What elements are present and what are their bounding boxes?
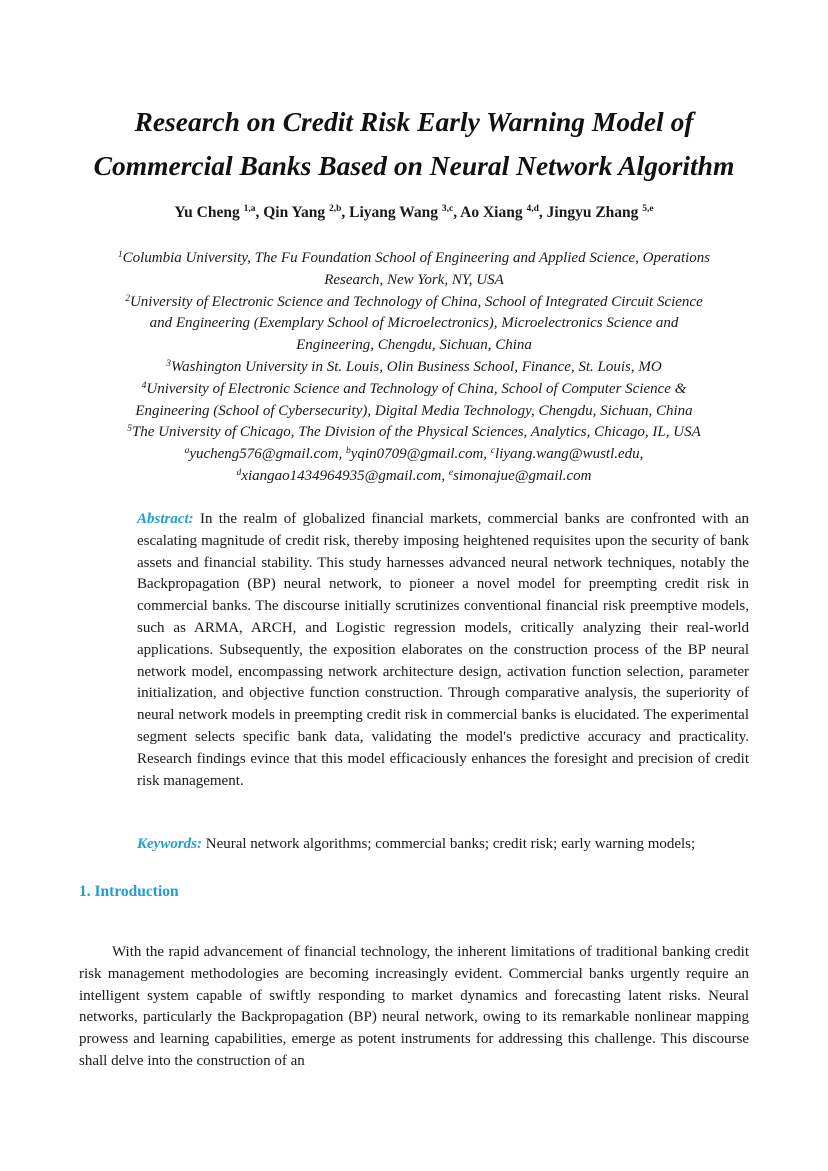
affiliation-5	[60, 422, 768, 444]
author-separator: ,	[453, 204, 461, 221]
affiliation-text: Columbia University, The Fu Foundation School of Engineering and Applied Science, Operations	[122, 250, 711, 266]
affiliation-text: Research, New York, NY, USA	[324, 271, 504, 288]
abstract-label: Abstract:	[137, 511, 194, 527]
author-list	[20, 204, 808, 222]
affiliation-text: Washington University in St. Louis, Olin Business School, Finance, St. Louis, MO	[171, 358, 662, 375]
affiliation-mark: 2	[125, 293, 130, 304]
author-name: Qin Yang	[263, 204, 326, 221]
affiliation-mark: 4	[141, 380, 147, 391]
affiliation-mark: 1	[117, 250, 123, 260]
affiliation-2	[60, 292, 768, 314]
section-heading: 1. Introduction	[79, 883, 179, 900]
affiliation-text: Engineering (School of Cybersecurity), Digital Media Technology, Chengdu, Sichuan, China	[135, 402, 693, 419]
email-address: simonajue@gmail.com	[453, 467, 592, 484]
author-name: Jingyu Zhang	[546, 204, 639, 221]
body-paragraph: With the rapid advancement of financial technology, the inherent limitations of traditional banking credit risk management methodologies are becoming increasingly evident. Commercial banks urgently require an intelligent system capable of swiftly responding to market dynamics and forecasting latent risks. Neural networks, particularly the Backpropagation (BP) neural network, owing to its remarkable nonlinear mapping prowess and learning capabilities, emerge as potent instruments for addressing this challenge. This discourse shall delve into the construction of an	[79, 944, 749, 1069]
author-affiliation-mark: 1,a	[243, 204, 256, 214]
title-line: Commercial Banks Based on Neural Network Algorithm	[93, 150, 735, 181]
author-separator: ,	[538, 204, 547, 221]
email-address: yucheng576@gmail.com,	[189, 446, 347, 463]
keywords-text: Neural network algorithms; commercial banks; credit risk; early warning models;	[205, 836, 696, 852]
author-separator: ,	[341, 204, 350, 221]
author-name: Ao Xiang	[460, 204, 523, 221]
email-line-2	[60, 466, 768, 488]
email-mark: e	[448, 467, 454, 478]
author-name: Yu Cheng	[174, 204, 240, 221]
email-mark: a	[184, 446, 190, 457]
affiliation-mark: 3	[166, 358, 172, 369]
section-body	[79, 942, 749, 1073]
keywords	[137, 834, 777, 856]
email-mark: d	[236, 467, 242, 478]
affiliation-text: University of Electronic Science and Technology of China, School of Computer Science &	[146, 380, 687, 397]
title-line: Research on Credit Risk Early Warning Model of	[134, 106, 694, 137]
affiliation-4	[60, 379, 768, 401]
author-affiliation-mark: 5,e	[642, 204, 654, 214]
author-affiliation-mark: 2,b	[328, 204, 342, 214]
abstract-text: In the realm of globalized financial markets, commercial banks are confronted with an escalating magnitude of credit risk, thereby imposing heightened requisites upon the security of bank assets and financial stability. This study harnesses advanced neural network techniques, notably the Backpropagation (BP) neural network, to pioneer a novel model for preempting credit risk in commercial banks. The discourse initially scrutinizes conventional financial risk preemptive models, such as ARMA, ARCH, and Logistic regression models, critically analyzing their real-world applications. Subsequently, the exposition elaborates on the construction process of the BP neural network model, encompassing network architecture design, activation function selection, parameter initialization, and objective function construction. Through comparative analysis, the superiority of neural network models in preempting credit risk in commercial banks is elucidated. The experimental segment selects specific bank data, validating the model's predictive accuracy and practicality. Research findings evince that this model efficaciously enhances the foresight and precision of credit risk management.	[137, 511, 749, 789]
email-line-1	[60, 444, 768, 466]
paper-title	[40, 100, 788, 188]
affiliation-text: Engineering, Chengdu, Sichuan, China	[296, 337, 532, 354]
affiliation-list	[60, 248, 768, 488]
author-affiliation-mark: 4,d	[526, 204, 539, 214]
keywords-label: Keywords:	[137, 836, 202, 852]
affiliation-1	[60, 248, 768, 270]
affiliation-3	[60, 357, 768, 379]
author-name: Liyang Wang	[349, 204, 439, 221]
affiliation-text: The University of Chicago, The Division of the Physical Sciences, Analytics, Chicago, IL, USA	[131, 424, 701, 441]
email-address: xiangao1434964935@gmail.com,	[241, 467, 449, 484]
affiliation-text: University of Electronic Science and Technology of China, School of Integrated Circuit Science	[129, 293, 703, 310]
author-affiliation-mark: 3,c	[441, 204, 454, 214]
email-mark: b	[346, 446, 351, 457]
author-separator: ,	[255, 204, 264, 221]
affiliation-mark: 5	[127, 424, 132, 435]
email-address: yqin0709@gmail.com,	[350, 446, 491, 463]
email-address: liyang.wang@wustl.edu,	[495, 446, 644, 463]
affiliation-text: and Engineering (Exemplary School of Microelectronics), Microelectronics Science and	[149, 315, 679, 332]
email-mark: c	[490, 446, 496, 457]
abstract	[137, 509, 749, 792]
